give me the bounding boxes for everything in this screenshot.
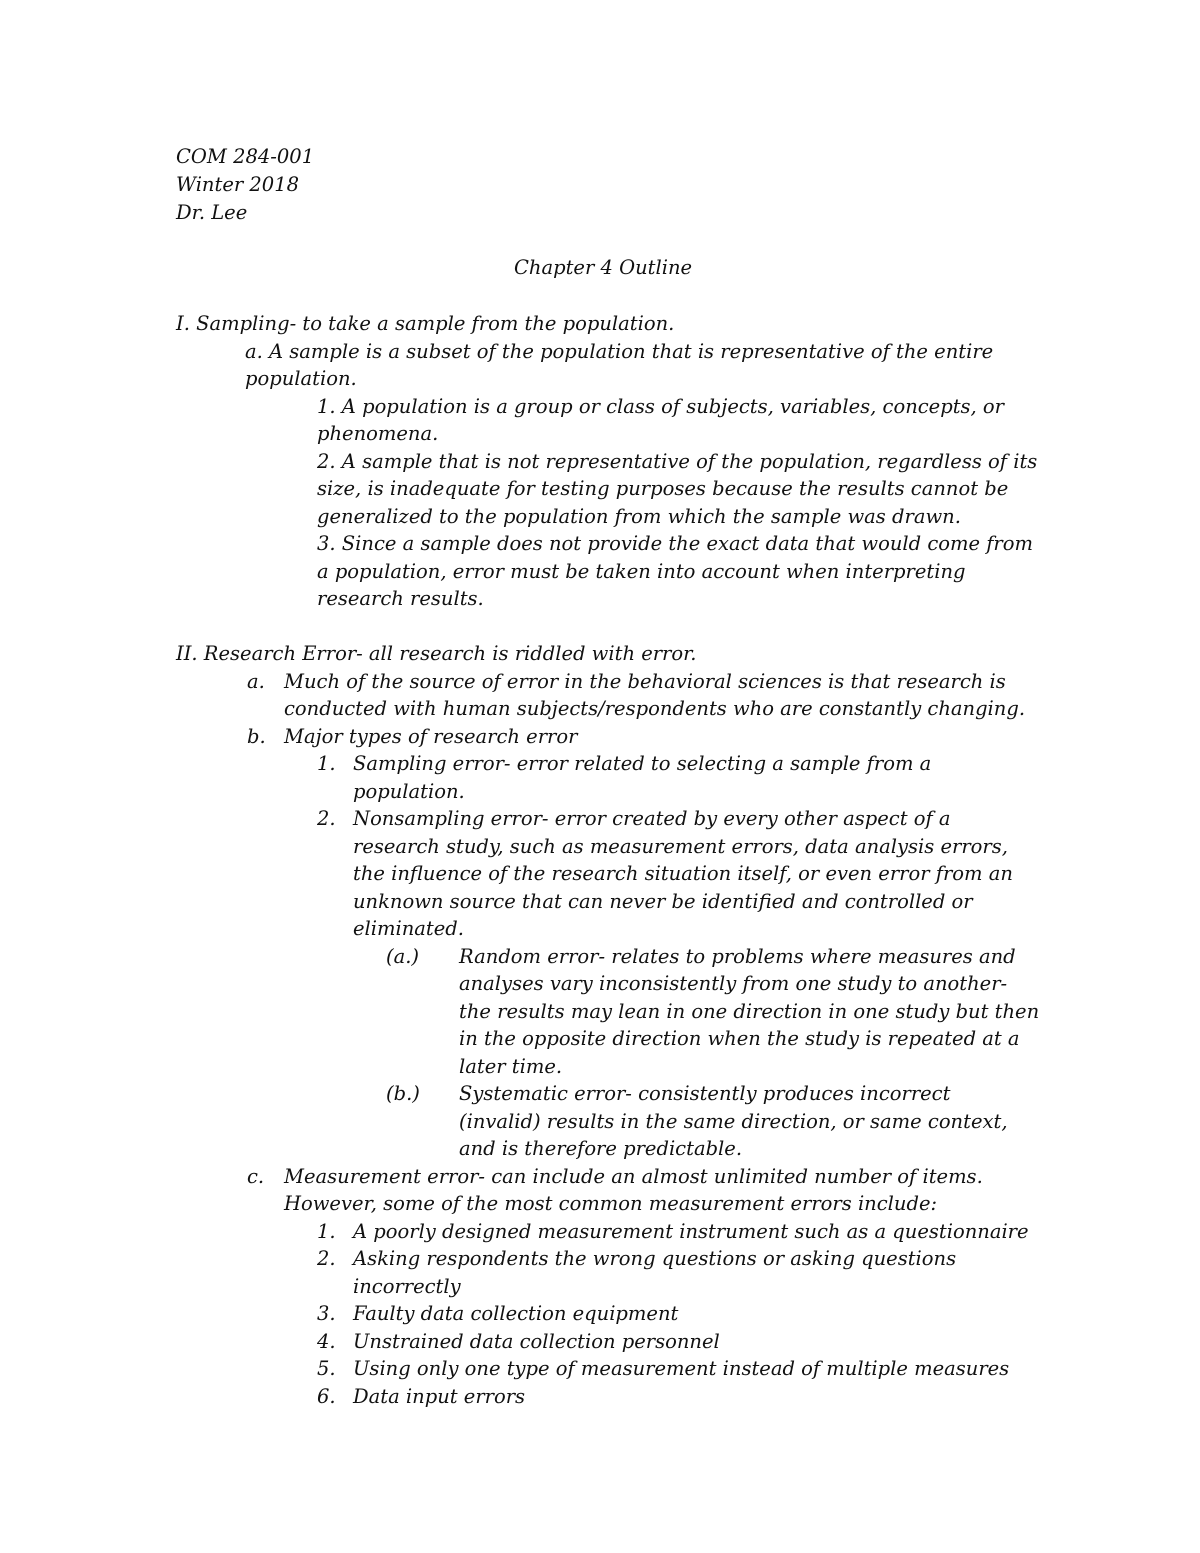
random-error-line-5: later time. — [459, 1055, 563, 1078]
measurement-error-4-marker: 4. — [317, 1330, 336, 1353]
section-1-point-3-line-2: a population, error must be taken into account when interpreting — [317, 560, 966, 583]
section-2-b-text: Major types of research error — [284, 725, 578, 748]
section-1-point-2-line-3: generalized to the population from which the sample was drawn. — [317, 505, 961, 528]
section-1-point-1-line-1: 1. A population is a group or class of subjects, variables, concepts, or — [317, 395, 1004, 418]
section-2-b-item-2-marker: 2. — [317, 807, 336, 830]
section-2-heading: II. Research Error- all research is riddled with error. — [176, 642, 697, 665]
random-error-line-3: the results may lean in one direction in one study but then — [459, 1000, 1040, 1023]
random-error-marker: (a.) — [386, 945, 420, 968]
section-2-b-marker: b. — [247, 725, 266, 748]
section-1-point-3-line-1: 3. Since a sample does not provide the exact data that would come from — [317, 532, 1033, 555]
measurement-error-4-text: Unstrained data collection personnel — [353, 1330, 720, 1353]
instructor: Dr. Lee — [176, 201, 248, 224]
section-2-b-item-2-line-5: eliminated. — [353, 917, 464, 940]
section-1-a-line-1: a. A sample is a subset of the population that is representative of the entire — [245, 340, 994, 363]
measurement-error-3-text: Faulty data collection equipment — [353, 1302, 679, 1325]
section-2-a-marker: a. — [247, 670, 265, 693]
term: Winter 2018 — [176, 173, 300, 196]
systematic-error-line-2: (invalid) results in the same direction, or same context, — [459, 1110, 1008, 1133]
systematic-error-line-1: Systematic error- consistently produces incorrect — [459, 1082, 951, 1105]
section-2-b-item-2-line-4: unknown source that can never be identified and controlled or — [353, 890, 973, 913]
measurement-error-2-marker: 2. — [317, 1247, 336, 1270]
section-2-b-item-1-marker: 1. — [317, 752, 336, 775]
measurement-error-1-text: A poorly designed measurement instrument such as a questionnaire — [353, 1220, 1029, 1243]
section-2-b-item-2-line-1: Nonsampling error- error created by every other aspect of a — [353, 807, 951, 830]
measurement-error-5-marker: 5. — [317, 1357, 336, 1380]
measurement-error-2-line-1: Asking respondents the wrong questions or asking questions — [353, 1247, 957, 1270]
section-2-c-line-2: However, some of the most common measurement errors include: — [284, 1192, 938, 1215]
course-code: COM 284-001 — [176, 145, 315, 168]
measurement-error-2-line-2: incorrectly — [353, 1275, 461, 1298]
section-1-heading: I. Sampling- to take a sample from the population. — [176, 312, 675, 335]
random-error-line-2: analyses vary inconsistently from one study to another- — [459, 972, 1008, 995]
section-2-a-line-2: conducted with human subjects/respondents who are constantly changing. — [284, 697, 1026, 720]
section-2-b-item-1-line-2: population. — [353, 780, 465, 803]
random-error-line-4: in the opposite direction when the study is repeated at a — [459, 1027, 1020, 1050]
section-1-a-line-2: population. — [245, 367, 357, 390]
measurement-error-3-marker: 3. — [317, 1302, 336, 1325]
systematic-error-marker: (b.) — [386, 1082, 420, 1105]
random-error-line-1: Random error- relates to problems where measures and — [459, 945, 1016, 968]
section-2-b-item-2-line-2: research study, such as measurement errors, data analysis errors, — [353, 835, 1008, 858]
measurement-error-6-text: Data input errors — [353, 1385, 526, 1408]
section-2-b-item-2-line-3: the influence of the research situation itself, or even error from an — [353, 862, 1013, 885]
section-2-a-line-1: Much of the source of error in the behavioral sciences is that research is — [284, 670, 1006, 693]
section-2-b-item-1-line-1: Sampling error- error related to selecting a sample from a — [353, 752, 932, 775]
systematic-error-line-3: and is therefore predictable. — [459, 1137, 743, 1160]
document-title: Chapter 4 Outline — [514, 256, 693, 279]
measurement-error-5-text: Using only one type of measurement instead of multiple measures — [353, 1357, 1010, 1380]
section-1-point-3-line-3: research results. — [317, 587, 484, 610]
section-1-point-2-line-1: 2. A sample that is not representative of the population, regardless of its — [317, 450, 1038, 473]
section-1-point-2-line-2: size, is inadequate for testing purposes because the results cannot be — [317, 477, 1009, 500]
measurement-error-1-marker: 1. — [317, 1220, 336, 1243]
section-2-c-line-1: Measurement error- can include an almost unlimited number of items. — [284, 1165, 983, 1188]
measurement-error-6-marker: 6. — [317, 1385, 336, 1408]
section-2-c-marker: c. — [247, 1165, 265, 1188]
section-1-point-1-line-2: phenomena. — [317, 422, 439, 445]
